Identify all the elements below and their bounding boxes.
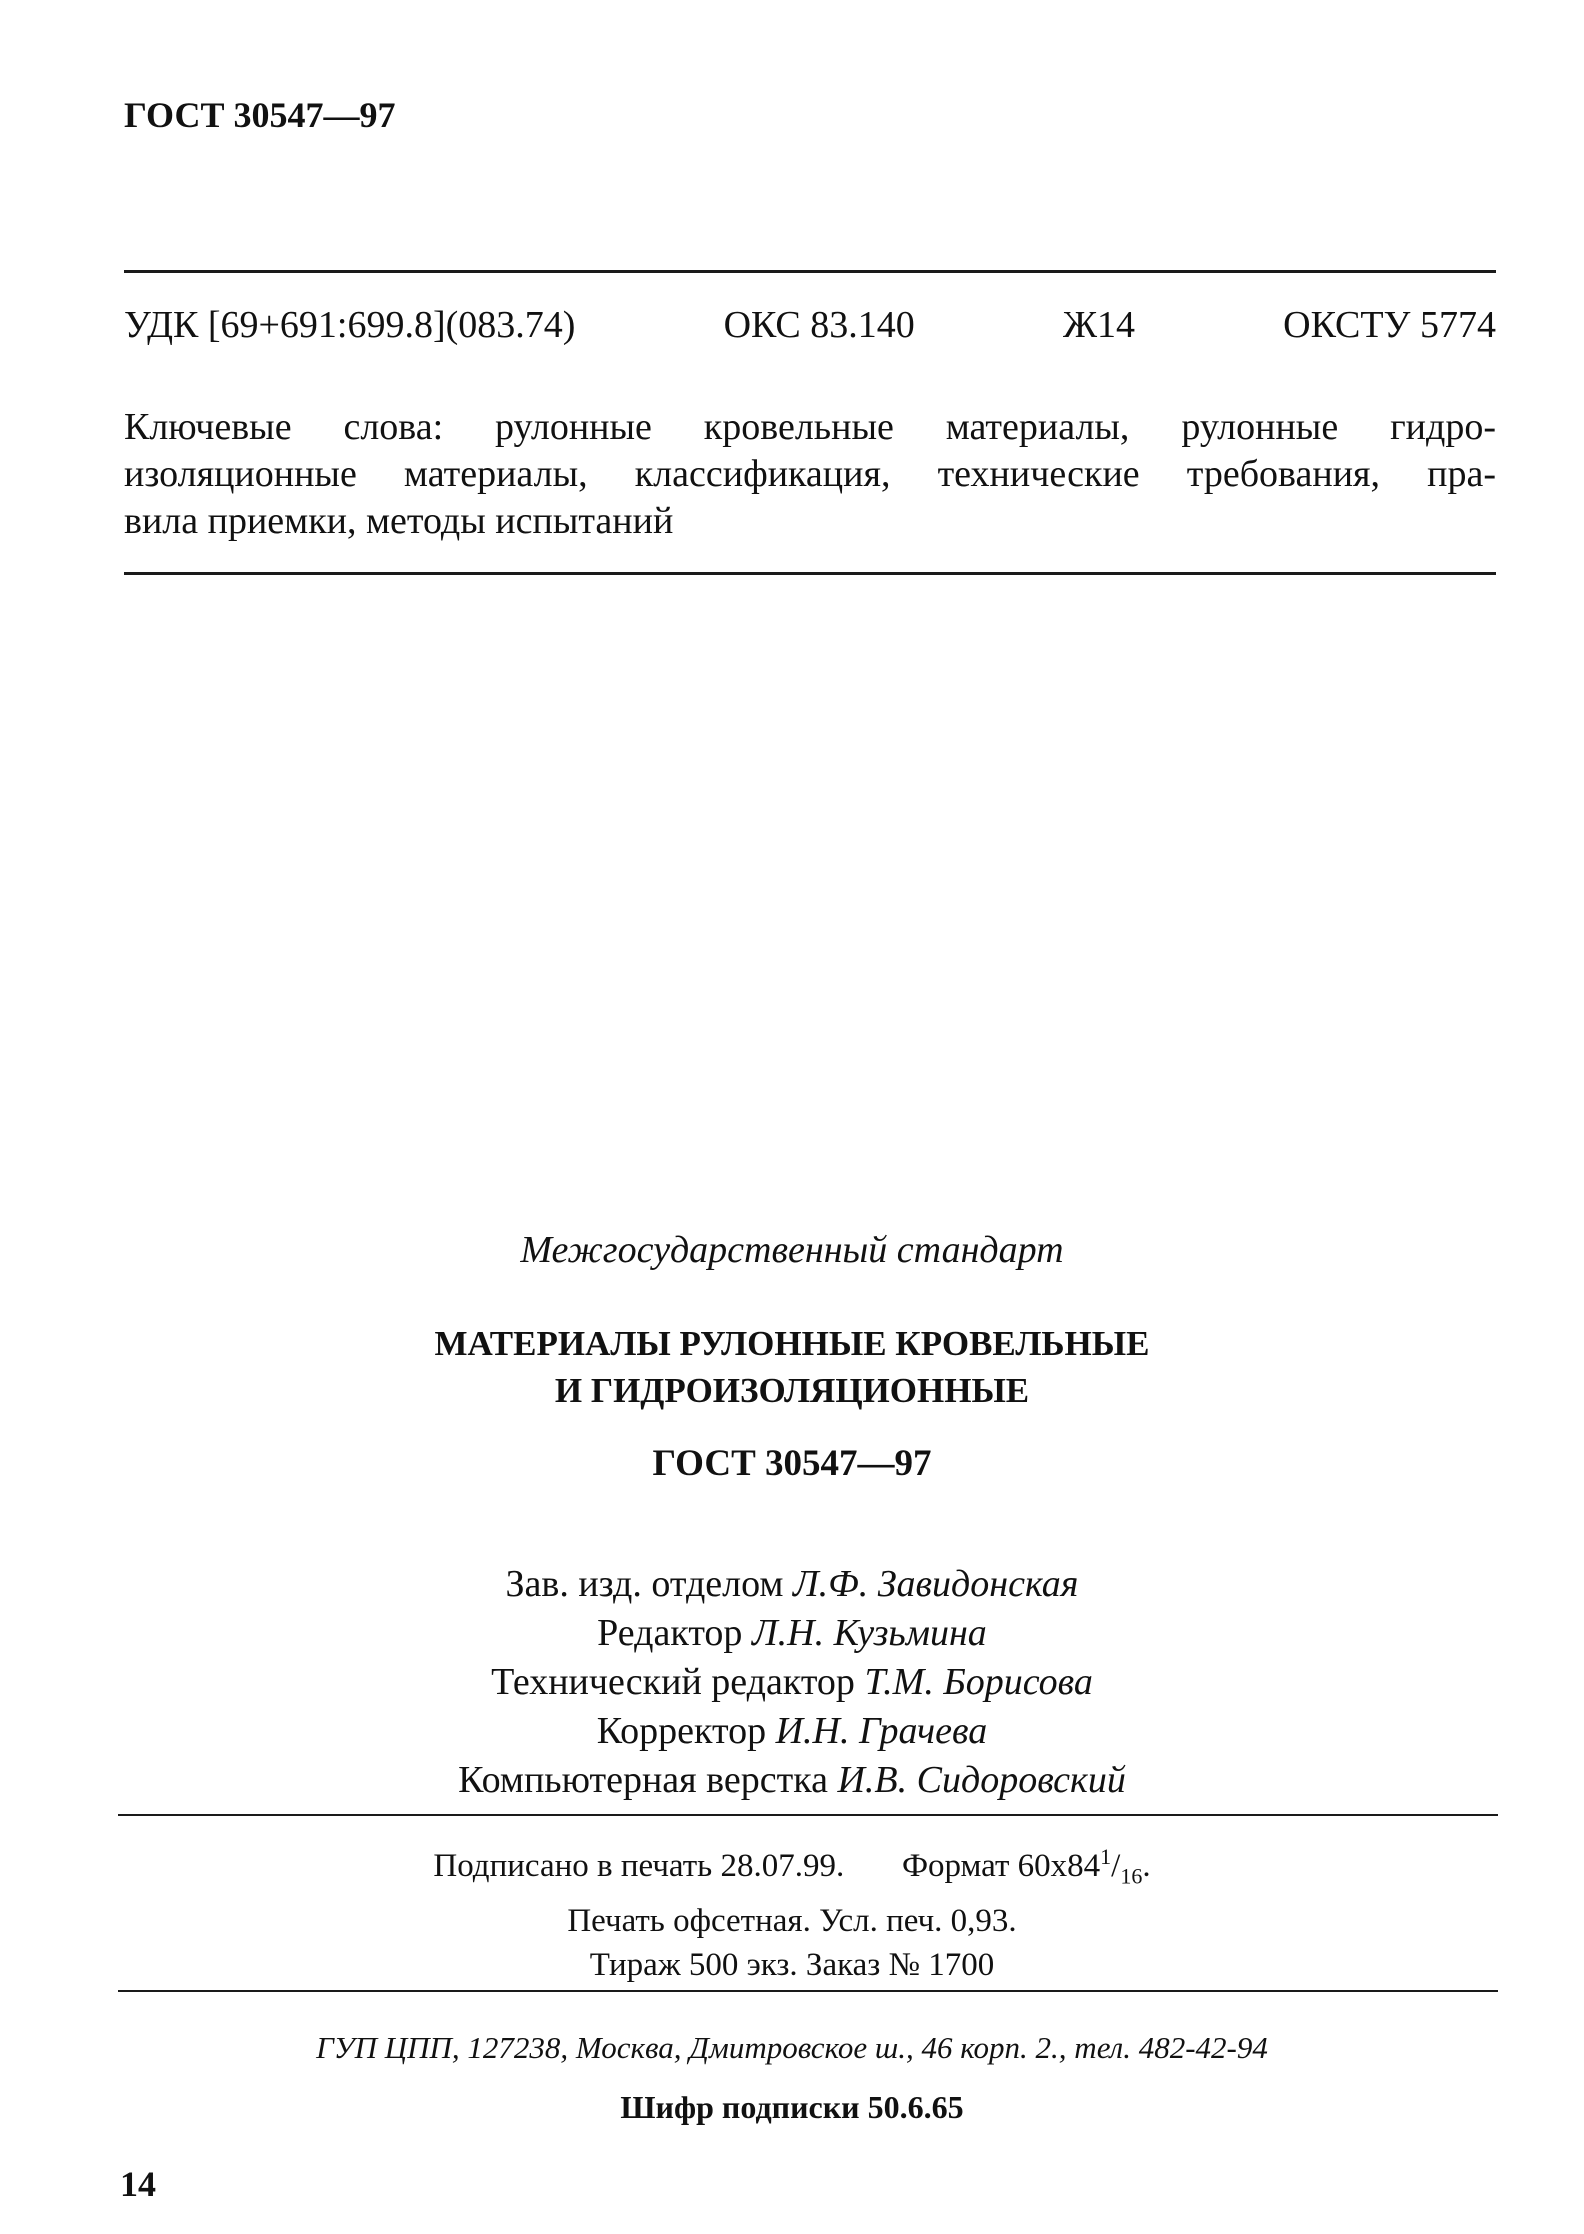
credit-line [0,1609,1584,1658]
page-number: 14 [120,2164,156,2204]
title-line: МАТЕРИАЛЫ РУЛОННЫЕ КРОВЕЛЬНЫЕ [434,1324,1150,1363]
credit-role: Компьютерная верстка [458,1759,828,1801]
credit-name: Л.Н. Кузьмина [751,1612,987,1654]
top-divider [124,270,1496,273]
credit-line [0,1658,1584,1707]
standard-number: ГОСТ 30547—97 [652,1443,932,1484]
print-divider [118,1990,1498,1992]
credits-list [0,1560,1584,1805]
publisher-address: ГУП ЦПП, 127238, Москва, Дмитровское ш., 46 корп. 2., тел. 482-42-94 [316,2030,1268,2065]
classification-codes [124,303,1496,347]
print-line: Тираж 500 экз. Заказ № 1700 [589,1946,995,1983]
credit-line [0,1707,1584,1756]
keywords-line: Ключевые слова: рулонные кровельные материалы, рулонные гидро- [124,406,1496,448]
credit-role: Корректор [596,1710,767,1752]
print-line: Печать офсетная. Усл. печ. 0,93. [567,1902,1017,1939]
print-info [0,1835,1584,1987]
okstu-code: ОКСТУ 5774 [1283,304,1496,346]
credit-line [0,1560,1584,1609]
credit-name: И.В. Сидоровский [837,1759,1126,1801]
standard-title [0,1320,1584,1414]
oks-code: ОКС 83.140 [723,304,915,346]
standard-type: Межгосударственный стандарт [520,1229,1064,1271]
paper-format: Формат $60х84^1/_{16}$. [901,1844,1151,1889]
udk-code: УДК [69+691:699.8](083.74) [124,304,576,346]
credit-role: Технический редактор [491,1661,855,1703]
subscription-cipher: Шифр подписки 50.6.65 [620,2089,964,2125]
keywords-divider [124,572,1496,575]
print-line [0,1835,1584,1899]
title-line: И ГИДРОИЗОЛЯЦИОННЫЕ [554,1371,1030,1410]
credit-role: Редактор [597,1612,743,1654]
credit-line [0,1756,1584,1805]
credit-name: И.Н. Грачева [775,1710,988,1752]
zh-code: Ж14 [1062,304,1135,346]
credit-name: Т.М. Борисова [864,1661,1093,1703]
document-header-code: ГОСТ 30547—97 [124,95,396,135]
signed-date: Подписано в печать 28.07.99. [433,1848,845,1884]
keywords-line: изоляционные материалы, классификация, технические требования, пра- [124,453,1496,495]
keywords-paragraph [124,404,1496,545]
credit-role: Зав. изд. отделом [505,1563,784,1605]
keywords-line: вила приемки, методы испытаний [124,500,674,542]
credits-divider [118,1814,1498,1816]
credit-name: Л.Ф. Завидонская [792,1563,1079,1605]
